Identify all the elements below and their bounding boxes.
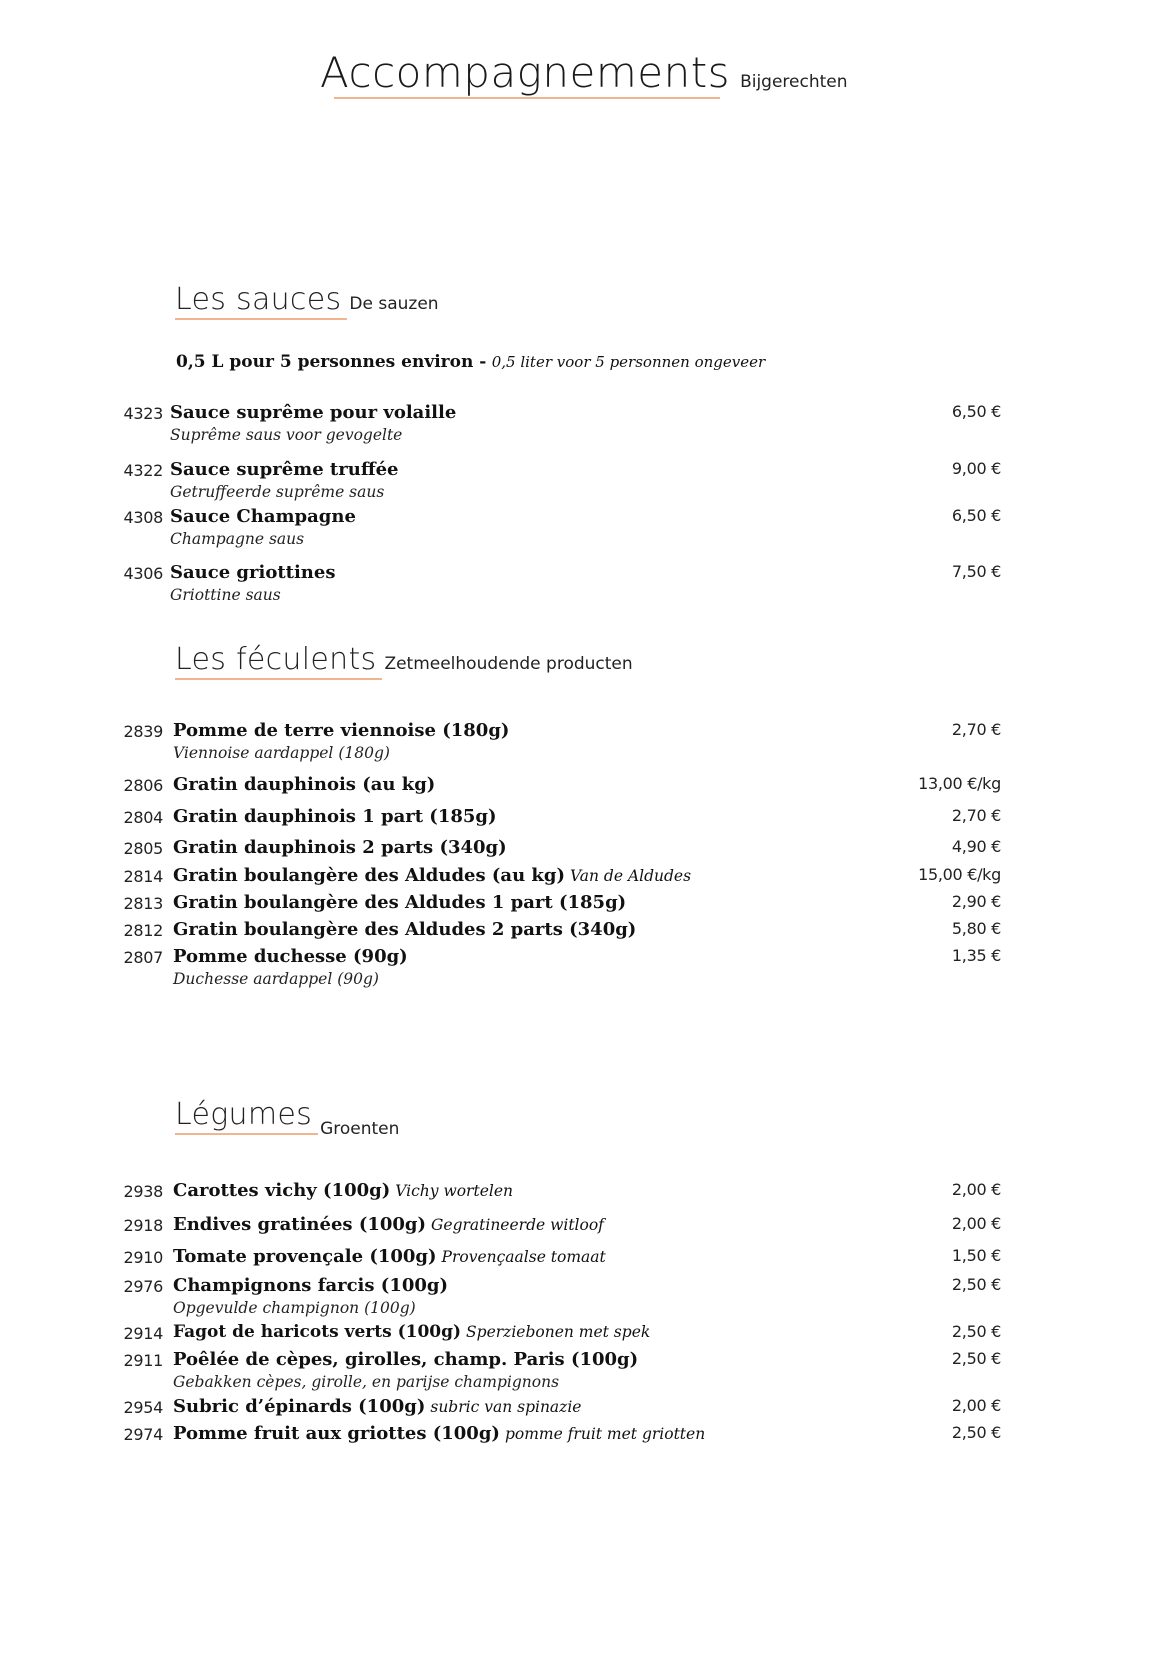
item-name-fr: Carottes vichy (100g) <box>173 1180 391 1201</box>
item-code: 2910 <box>123 1248 163 1267</box>
item-code: 2813 <box>123 894 163 913</box>
item-translation: Suprême saus voor gevogelte <box>170 426 403 444</box>
item-name-fr: Tomate provençale (100g) <box>173 1246 437 1267</box>
item-name-fr: Endives gratinées (100g) <box>173 1214 427 1235</box>
item-price: 2,00 € <box>951 1180 1001 1199</box>
item-name-nl: Vichy wortelen <box>395 1182 513 1200</box>
section-header-sauces <box>175 282 439 317</box>
item-name <box>173 1246 606 1267</box>
item-name <box>173 1423 705 1444</box>
item-code: 2938 <box>123 1182 163 1201</box>
item-code: 2805 <box>123 839 163 858</box>
item-name: Sauce suprême truffée <box>170 459 399 480</box>
item-name: Gratin boulangère des Aldudes 2 parts (340g) <box>173 919 637 940</box>
item-name-fr: Gratin boulangère des Aldudes (au kg) <box>173 865 565 886</box>
note-nl: 0,5 liter voor 5 personnen ongeveer <box>491 353 766 371</box>
item-name <box>173 1214 604 1235</box>
sauces-note <box>176 352 765 372</box>
menu-item <box>0 1349 1166 1391</box>
menu-item <box>0 402 1166 444</box>
item-name-nl: pomme fruit met griotten <box>504 1425 706 1443</box>
item-name-fr: Subric d’épinards (100g) <box>173 1396 426 1417</box>
item-name: Sauce griottines <box>170 562 336 583</box>
item-name-fr: Pomme fruit aux griottes (100g) <box>173 1423 500 1444</box>
item-name: Gratin dauphinois (au kg) <box>173 774 436 795</box>
item-price: 2,70 € <box>951 806 1001 825</box>
item-name-nl: Provençaalse tomaat <box>441 1248 606 1266</box>
item-translation: Viennoise aardappel (180g) <box>173 744 390 762</box>
item-code: 4323 <box>123 404 163 423</box>
item-code: 2976 <box>123 1277 163 1296</box>
item-code: 4308 <box>123 508 163 527</box>
item-code: 2804 <box>123 808 163 827</box>
item-code: 2911 <box>123 1351 163 1370</box>
item-translation: Champagne saus <box>170 530 305 548</box>
item-translation: Griottine saus <box>170 586 281 604</box>
item-price: 2,50 € <box>951 1322 1001 1341</box>
note-fr: 0,5 L pour 5 personnes environ - <box>176 352 487 372</box>
section-subtitle: Zetmeelhoudende producten <box>384 654 633 674</box>
menu-item <box>0 946 1166 988</box>
item-name-nl: subric van spinazie <box>430 1398 582 1416</box>
menu-item <box>0 1180 1166 1204</box>
item-price: 6,50 € <box>951 506 1001 525</box>
item-price: 13,00 €/kg <box>918 774 1001 793</box>
item-code: 2806 <box>123 776 163 795</box>
item-name-fr: Fagot de haricots verts (100g) <box>173 1322 462 1342</box>
menu-item <box>0 1423 1166 1447</box>
item-code: 2974 <box>123 1425 163 1444</box>
item-price: 2,90 € <box>951 892 1001 911</box>
menu-item <box>0 720 1166 762</box>
item-name-nl: Van de Aldudes <box>570 867 692 885</box>
item-code: 2814 <box>123 867 163 886</box>
item-name: Poêlée de cèpes, girolles, champ. Paris (100g) <box>173 1349 639 1370</box>
item-name <box>173 1396 581 1417</box>
item-name <box>173 1180 513 1201</box>
item-name <box>173 1322 650 1342</box>
item-name: Gratin dauphinois 1 part (185g) <box>173 806 497 827</box>
item-name-nl: Sperziebonen met spek <box>466 1323 651 1341</box>
item-price: 2,00 € <box>951 1396 1001 1415</box>
menu-item <box>0 1275 1166 1317</box>
page-subtitle: Bijgerechten <box>740 72 848 92</box>
item-code: 2807 <box>123 948 163 967</box>
section-title: Les sauces <box>175 282 342 317</box>
item-price: 2,00 € <box>951 1214 1001 1233</box>
section-title: Les féculents <box>175 642 377 677</box>
section-header-legumes <box>175 1097 400 1139</box>
item-code: 2812 <box>123 921 163 940</box>
menu-item <box>0 865 1166 889</box>
item-price: 2,50 € <box>951 1349 1001 1368</box>
page-header <box>320 48 848 97</box>
item-name: Pomme duchesse (90g) <box>173 946 408 967</box>
menu-item <box>0 919 1166 943</box>
menu-item <box>0 892 1166 916</box>
item-name: Champignons farcis (100g) <box>173 1275 448 1296</box>
menu-item <box>0 459 1166 501</box>
item-translation: Gebakken cèpes, girolle, en parijse champignons <box>173 1373 560 1391</box>
item-code: 2918 <box>123 1216 163 1235</box>
menu-item <box>0 1214 1166 1238</box>
menu-item <box>0 506 1166 548</box>
item-code: 4322 <box>123 461 163 480</box>
menu-item <box>0 1322 1166 1346</box>
item-code: 4306 <box>123 564 163 583</box>
menu-item <box>0 562 1166 604</box>
item-price: 6,50 € <box>951 402 1001 421</box>
menu-item <box>0 1246 1166 1270</box>
item-price: 2,50 € <box>951 1275 1001 1294</box>
item-translation: Duchesse aardappel (90g) <box>173 970 379 988</box>
item-name: Gratin dauphinois 2 parts (340g) <box>173 837 507 858</box>
section-title: Légumes <box>175 1097 313 1132</box>
item-name: Pomme de terre viennoise (180g) <box>173 720 510 741</box>
item-price: 4,90 € <box>951 837 1001 856</box>
item-price: 1,35 € <box>951 946 1001 965</box>
menu-item <box>0 806 1166 830</box>
item-price: 1,50 € <box>951 1246 1001 1265</box>
item-price: 9,00 € <box>951 459 1001 478</box>
item-name: Sauce suprême pour volaille <box>170 402 457 423</box>
item-name-nl: Gegratineerde witloof <box>431 1216 604 1234</box>
item-name: Sauce Champagne <box>170 506 356 527</box>
page-title: Accompagnements <box>320 48 731 97</box>
menu-item <box>0 837 1166 861</box>
item-name <box>173 865 691 886</box>
item-code: 2839 <box>123 722 163 741</box>
item-name: Gratin boulangère des Aldudes 1 part (185g) <box>173 892 627 913</box>
item-code: 2914 <box>123 1324 163 1343</box>
menu-item <box>0 1396 1166 1420</box>
item-price: 2,70 € <box>951 720 1001 739</box>
section-subtitle: Groenten <box>320 1119 400 1139</box>
item-code: 2954 <box>123 1398 163 1417</box>
item-price: 15,00 €/kg <box>918 865 1001 884</box>
section-header-feculents <box>175 642 633 677</box>
item-price: 7,50 € <box>951 562 1001 581</box>
item-translation: Opgevulde champignon (100g) <box>173 1299 416 1317</box>
menu-item <box>0 774 1166 798</box>
item-translation: Getruffeerde suprême saus <box>170 483 385 501</box>
section-subtitle: De sauzen <box>349 294 439 314</box>
item-price: 2,50 € <box>951 1423 1001 1442</box>
item-price: 5,80 € <box>951 919 1001 938</box>
